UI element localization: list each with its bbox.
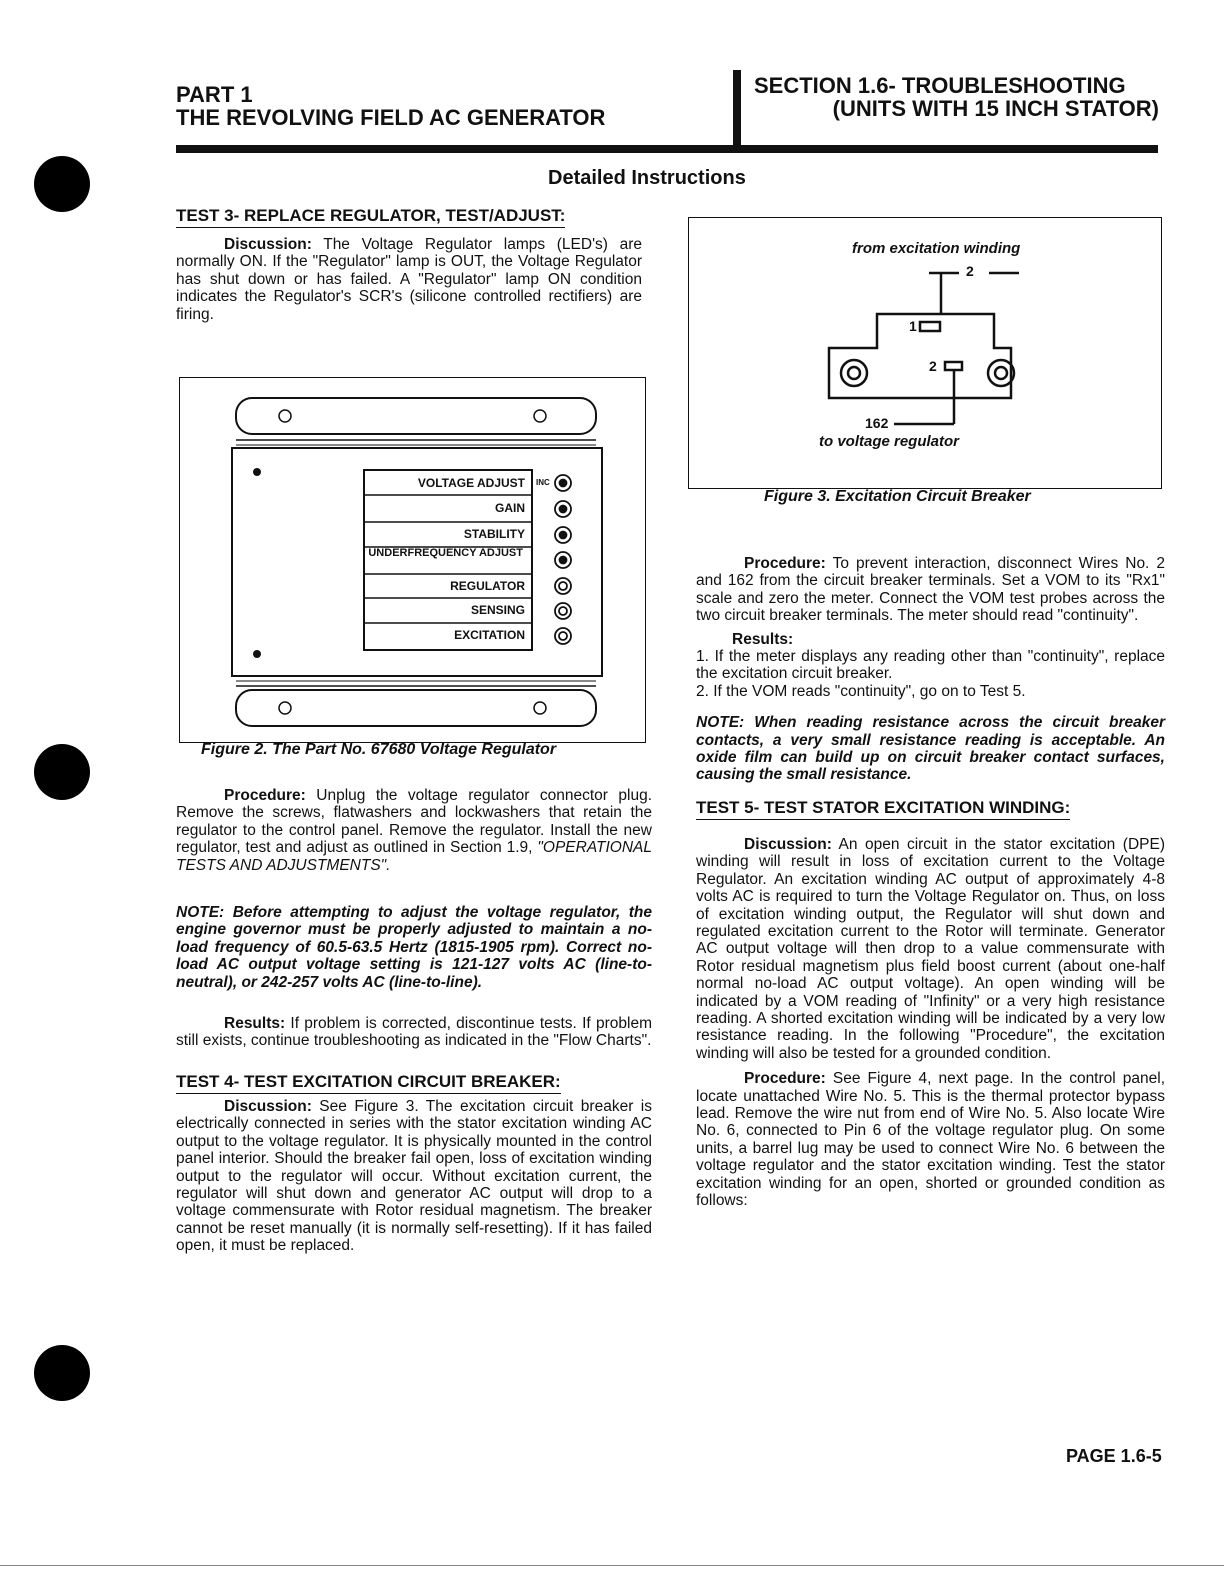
page-title: Detailed Instructions bbox=[548, 167, 746, 189]
test3-results-label: Results: bbox=[224, 1015, 286, 1033]
right-column bbox=[696, 555, 1165, 1215]
page-number: PAGE 1.6-5 bbox=[1066, 1446, 1162, 1466]
binder-hole-bottom bbox=[34, 1345, 90, 1401]
test4-note: NOTE: When reading resistance across the circuit breaker contacts, a very small resistance reading is acceptable. An oxide film can build up on circuit breaker contact surfaces, causing the small resistance. bbox=[696, 714, 1165, 784]
section-label: SECTION 1.6- TROUBLESHOOTING bbox=[754, 73, 1126, 98]
figure2-caption: Figure 2. The Part No. 67680 Voltage Regulator bbox=[201, 741, 557, 758]
label-stability: STABILITY bbox=[463, 527, 525, 541]
test3-results-text: If problem is corrected, discontinue tests. If problem still exists, continue troubleshooting as indicated in the "Flow Charts". bbox=[176, 1015, 652, 1050]
test4-discussion bbox=[176, 1098, 652, 1255]
test5-heading: TEST 5- TEST STATOR EXCITATION WINDING: bbox=[696, 798, 1070, 820]
test4-discussion-label: Discussion: bbox=[224, 1097, 312, 1115]
test5-discussion-text: An open circuit in the stator excitation (DPE) winding will result in loss of excitation current to the Voltage Regulator. An excitation winding AC output of approximately 4-8 volts AC is required to turn the Voltage Regulator on. Thus, on loss of excitation winding output, the Regulator will shut down and regulated excitation current to the Rotor will terminate. Generator AC output voltage will then drop to a value commensurate with Rotor residual magnetism plus field boost current (about one-half normal no-load AC output voltage). An open winding will be indicated by a VOM reading of "Infinity" or a very high resistance reading. A shorted excitation winding will be indicated by a very low resistance reading. In the following "Procedure", the excitation winding will also be tested for a grounded condition. bbox=[696, 835, 1165, 1062]
header-right bbox=[754, 74, 1159, 120]
test4-result-2: 2. If the VOM reads "continuity", go on to Test 5. bbox=[696, 682, 1026, 700]
test3-procedure bbox=[176, 787, 652, 874]
label-sensing: SENSING bbox=[470, 603, 525, 617]
left-column-lower bbox=[176, 787, 652, 1261]
binder-hole-middle bbox=[34, 744, 90, 800]
test4-results-label: Results: bbox=[732, 630, 794, 648]
header-rule bbox=[176, 145, 1158, 153]
test5-procedure bbox=[696, 1070, 1165, 1209]
test5-discussion bbox=[696, 836, 1165, 1062]
test5-procedure-text: See Figure 4, next page. In the control panel, locate unattached Wire No. 5. This is the thermal protector bypass lead. Remove the wire nut from end of Wire No. 5. Also locate Wire No. 6, connected to Pin 6 of the voltage regulator plug. On some units, a barrel lug may be used to connect Wire No. 6 between the voltage regulator and the stator excitation winding. Test the stator excitation winding for an open, shorted or grounded condition as follows: bbox=[696, 1070, 1165, 1209]
figure3-caption: Figure 3. Excitation Circuit Breaker bbox=[764, 488, 1031, 505]
breaker-figure bbox=[688, 217, 1162, 489]
test3-discussion-text: The Voltage Regulator lamps (LED's) are normally ON. If the "Regulator" lamp is OUT, the Voltage Regulator has shut down or has failed. A "Regulator" lamp ON condition indicates the Regulator's SCR's (silicone controlled rectifiers) are firing. bbox=[176, 236, 642, 323]
left-column bbox=[176, 206, 642, 329]
test3-discussion-label: Discussion: bbox=[224, 236, 312, 253]
terminal-2-label: 2 bbox=[929, 358, 937, 374]
terminal-1-label: 1 bbox=[909, 318, 917, 334]
test4-procedure bbox=[696, 555, 1165, 625]
test3-procedure-label: Procedure: bbox=[224, 787, 306, 804]
test3-heading: TEST 3- REPLACE REGULATOR, TEST/ADJUST: bbox=[176, 206, 565, 228]
footer-rule bbox=[0, 1565, 1224, 1566]
test3-note: NOTE: Before attempting to adjust the voltage regulator, the engine governor must be properly adjusted to maintain a no-load frequency of 60.5-63.5 Hertz (1815-1905 rpm). Correct no-load AC output voltage setting is 121-127 volts AC (line-to-neutral), or 242-257 volts AC (line-to-line). bbox=[176, 904, 652, 991]
regulator-drawing bbox=[180, 378, 645, 742]
part-label: PART 1 bbox=[176, 82, 253, 107]
wire-2-top-label: 2 bbox=[966, 263, 974, 279]
label-regulator: REGULATOR bbox=[450, 579, 525, 593]
test4-discussion-text: See Figure 3. The excitation circuit breaker is electrically connected in series with the stator excitation winding AC output to the voltage regulator. It is physically mounted in the control panel interior. Should the breaker fail open, loss of excitation winding output to the regulator will occur. Without excitation current, the regulator will shut down and generator AC output will drop to a voltage commensurate with Rotor residual magnetism. The breaker cannot be reset manually (it is normally self-resetting). If it has failed open, it must be replaced. bbox=[176, 1097, 652, 1255]
from-excitation-label: from excitation winding bbox=[852, 240, 1021, 257]
test3-results bbox=[176, 1015, 652, 1050]
label-underfrequency-adjust: UNDERFREQUENCY ADJUST bbox=[368, 547, 523, 559]
test4-heading: TEST 4- TEST EXCITATION CIRCUIT BREAKER: bbox=[176, 1072, 561, 1094]
binder-hole-top bbox=[34, 156, 90, 212]
test3-discussion bbox=[176, 236, 642, 323]
label-voltage-adjust: VOLTAGE ADJUST bbox=[417, 476, 525, 490]
inc-label: INC bbox=[536, 478, 550, 487]
test3-procedure-ref: "OPERATIONAL TESTS AND ADJUSTMENTS". bbox=[176, 839, 652, 874]
to-regulator-label: to voltage regulator bbox=[819, 433, 960, 450]
test3-procedure-text: Unplug the voltage regulator connector plug. Remove the screws, flatwashers and lockwashers that retain the regulator to the control panel. Remove the regulator. Install the new regulator, test and adjust as outlined in Section 1.9, bbox=[176, 787, 652, 857]
test5-procedure-label: Procedure: bbox=[744, 1070, 826, 1088]
part-title: THE REVOLVING FIELD AC GENERATOR bbox=[176, 105, 606, 130]
test4-procedure-label: Procedure: bbox=[744, 555, 826, 572]
test4-result-1: 1. If the meter displays any reading other than "continuity", replace the excitation circuit breaker. bbox=[696, 648, 1165, 683]
wire-162-label: 162 bbox=[865, 415, 889, 431]
regulator-figure bbox=[179, 377, 646, 743]
test4-procedure-text: To prevent interaction, disconnect Wires No. 2 and 162 from the circuit breaker terminals. Set a VOM to its "Rx1" scale and zero the meter. Connect the VOM test probes across the two circuit breaker terminals. The meter should read "continuity". bbox=[696, 555, 1165, 625]
label-gain: GAIN bbox=[495, 501, 525, 515]
test5-discussion-label: Discussion: bbox=[744, 835, 832, 853]
section-subtitle: (UNITS WITH 15 INCH STATOR) bbox=[832, 96, 1159, 121]
section-marker-bar bbox=[733, 70, 741, 148]
header-left bbox=[176, 83, 605, 129]
label-excitation: EXCITATION bbox=[454, 628, 525, 642]
